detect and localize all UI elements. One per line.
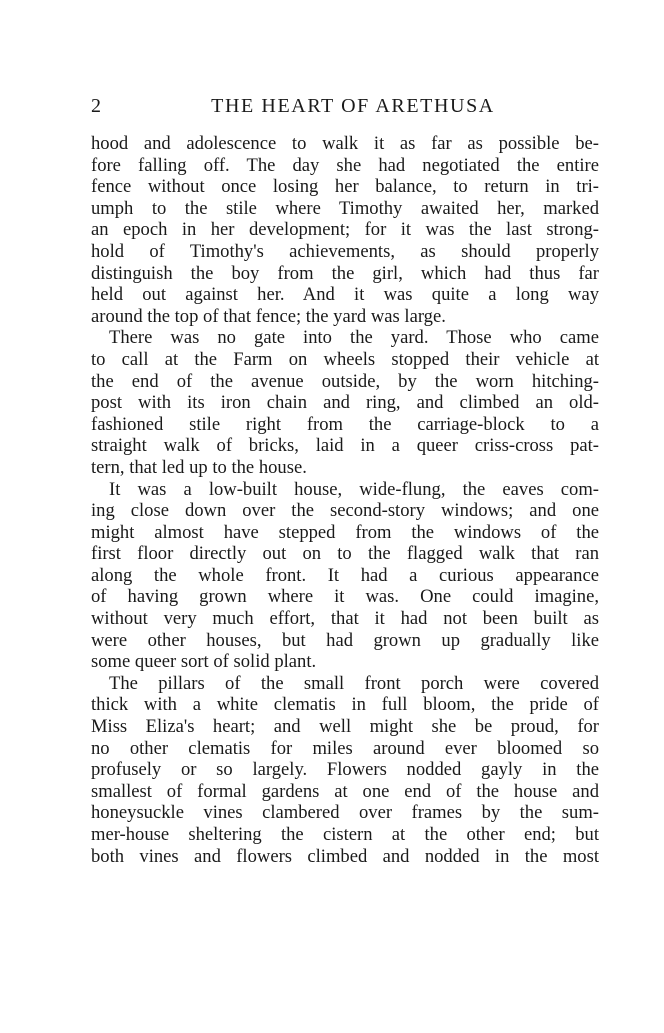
text-line: smallest of formal gardens at one end of the house and xyxy=(91,780,599,802)
text-line: post with its iron chain and ring, and climbed an old- xyxy=(91,392,599,414)
text-line: umph to the stile where Timothy awaited her, marked xyxy=(91,197,599,219)
text-line: distinguish the boy from the girl, which had thus far xyxy=(91,262,599,284)
text-line: mer-house sheltering the cistern at the other end; but xyxy=(91,824,599,845)
text-line: thick with a white clematis in full bloom, the pride of xyxy=(91,694,599,716)
text-line: tern, that led up to the house. xyxy=(91,456,307,478)
text-line: straight walk of bricks, laid in a queer criss-cross pat- xyxy=(91,435,599,457)
text-line: fence without once losing her balance, to return in tri- xyxy=(91,176,599,198)
text-line: held out against her. And it was quite a long way xyxy=(91,284,599,306)
body-text xyxy=(91,133,599,867)
text-line: to call at the Farm on wheels stopped their vehicle at xyxy=(91,348,599,370)
text-line: might almost have stepped from the windows of the xyxy=(91,521,599,543)
text-line: hood and adolescence to walk it as far as possible be- xyxy=(91,133,599,154)
running-title: THE HEART OF ARETHUSA xyxy=(211,95,495,117)
text-line: of having grown where it was. One could imagine, xyxy=(91,586,599,608)
page-header xyxy=(91,91,599,121)
text-line: The pillars of the small front porch were covered xyxy=(109,672,599,694)
text-line: honeysuckle vines clambered over frames by the sum- xyxy=(91,802,599,824)
text-line: Miss Eliza's heart; and well might she be proud, for xyxy=(91,716,599,738)
text-line: no other clematis for miles around ever bloomed so xyxy=(91,737,599,759)
text-line: an epoch in her development; for it was the last strong- xyxy=(91,219,599,241)
text-line: around the top of that fence; the yard was large. xyxy=(91,305,446,327)
text-line: There was no gate into the yard. Those who came xyxy=(109,327,599,349)
text-line: some queer sort of solid plant. xyxy=(91,651,317,673)
page-number: 2 xyxy=(91,95,101,117)
text-line: fore falling off. The day she had negotiated the entire xyxy=(91,154,599,176)
text-line: along the whole front. It had a curious appearance xyxy=(91,564,599,586)
text-line: It was a low-built house, wide-flung, the eaves com- xyxy=(109,478,599,500)
text-line: without very much effort, that it had not been built as xyxy=(91,608,599,630)
text-line: hold of Timothy's achievements, as should properly xyxy=(91,240,599,262)
text-line: ing close down over the second-story windows; and one xyxy=(91,500,599,522)
text-line: first floor directly out on to the flagged walk that ran xyxy=(91,543,599,565)
text-line: profusely or so largely. Flowers nodded gayly in the xyxy=(91,759,599,781)
text-line: the end of the avenue outside, by the worn hitching- xyxy=(91,370,599,392)
text-line: fashioned stile right from the carriage-block to a xyxy=(91,413,599,435)
text-line: both vines and flowers climbed and nodded in the most xyxy=(91,845,599,867)
text-line: were other houses, but had grown up gradually like xyxy=(91,629,599,651)
